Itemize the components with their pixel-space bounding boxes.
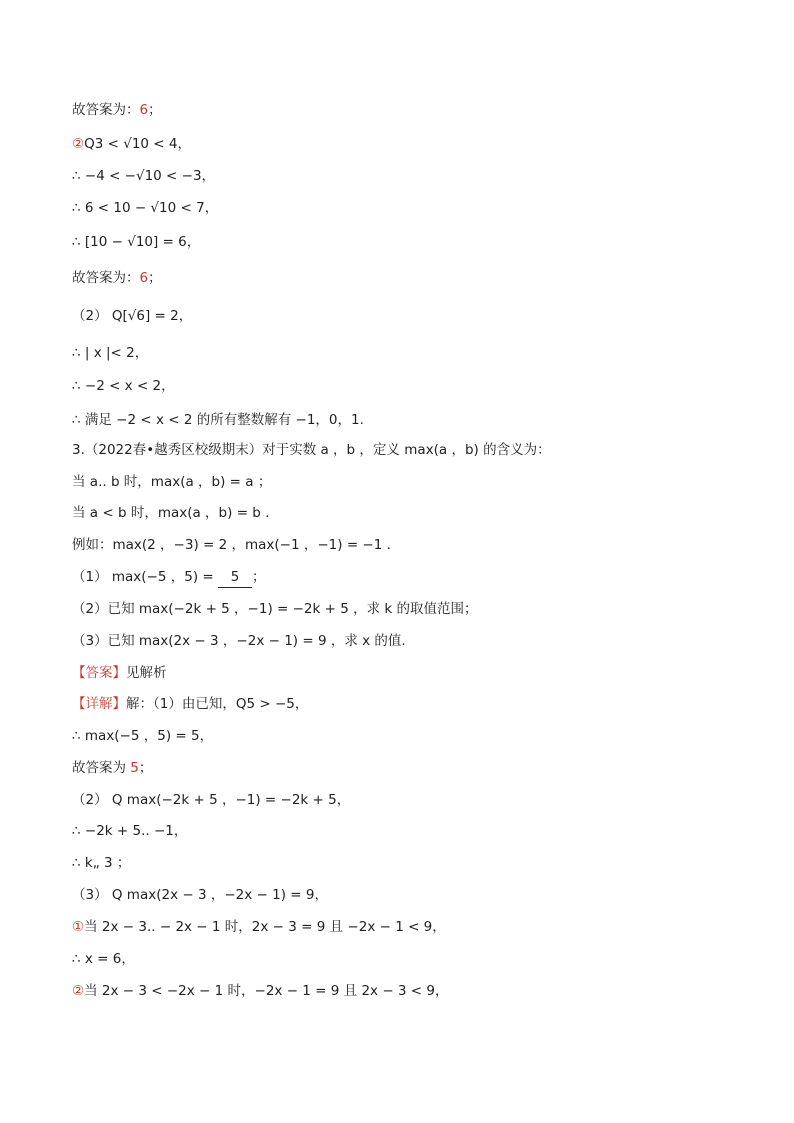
step-line: ∴ | x |< 2， [72,345,149,361]
answer-line: 故答案为 5； [72,760,153,776]
step-line: ∴ −2k + 5.. −1， [72,823,188,839]
step-line: ∴ k„ 3 ； [72,855,131,871]
case-line: ②当 2x − 3 < −2x − 1 时，−2x − 1 = 9 且 2x − 3 < 9， [72,983,449,999]
answer-line: 故答案为：6； [72,102,162,118]
step-line: ②Q3 < √10 < 4， [72,136,191,152]
step-line: ∴ −2 < x < 2， [72,378,175,394]
subquestion-3: （3）已知 max(2x − 3 ，−2x − 1) = 9 ，求 x 的值. [72,633,406,649]
step-line: （3） Q max(2x − 3 ，−2x − 1) = 9， [72,887,328,903]
case-line: ①当 2x − 3.. − 2x − 1 时，2x − 3 = 9 且 −2x − 1 < 9， [72,919,446,935]
definition-line: 当 a.. b 时，max(a ，b) = a ； [72,474,272,490]
step-line: ∴ x = 6， [72,951,135,967]
subquestion-1: （1） max(−5 ，5) = 5 ； [72,567,266,588]
answer-label-line: 【答案】见解析 [72,665,167,681]
question-title: 3.（2022春•越秀区校级期末）对于实数 a ，b ，定义 max(a ，b) 的含义为： [72,442,551,458]
step-line: ∴ [10 − √10] = 6， [72,234,201,250]
solution-label-line: 【详解】解：（1）由已知，Q5 > −5， [72,696,309,712]
step-line: ∴ 6 < 10 − √10 < 7， [72,200,219,216]
definition-line: 当 a < b 时，max(a ，b) = b . [72,505,270,521]
step-line: ∴ 满足 −2 < x < 2 的所有整数解有 −1，0，1. [72,412,364,428]
answer-line: 故答案为：6； [72,270,162,286]
step-line: （2） Q[√6] = 2， [72,308,193,324]
subquestion-2: （2）已知 max(−2k + 5 ，−1) = −2k + 5 ，求 k 的取值范围； [72,601,478,617]
step-line: ∴ max(−5 ，5) = 5， [72,728,214,744]
answer-blank: 5 [218,567,252,588]
step-line: （2） Q max(−2k + 5 ，−1) = −2k + 5， [72,792,351,808]
step-line: ∴ −4 < −√10 < −3， [72,168,216,184]
example-line: 例如：max(2 ，−3) = 2 ，max(−1 ，−1) = −1 . [72,537,391,553]
